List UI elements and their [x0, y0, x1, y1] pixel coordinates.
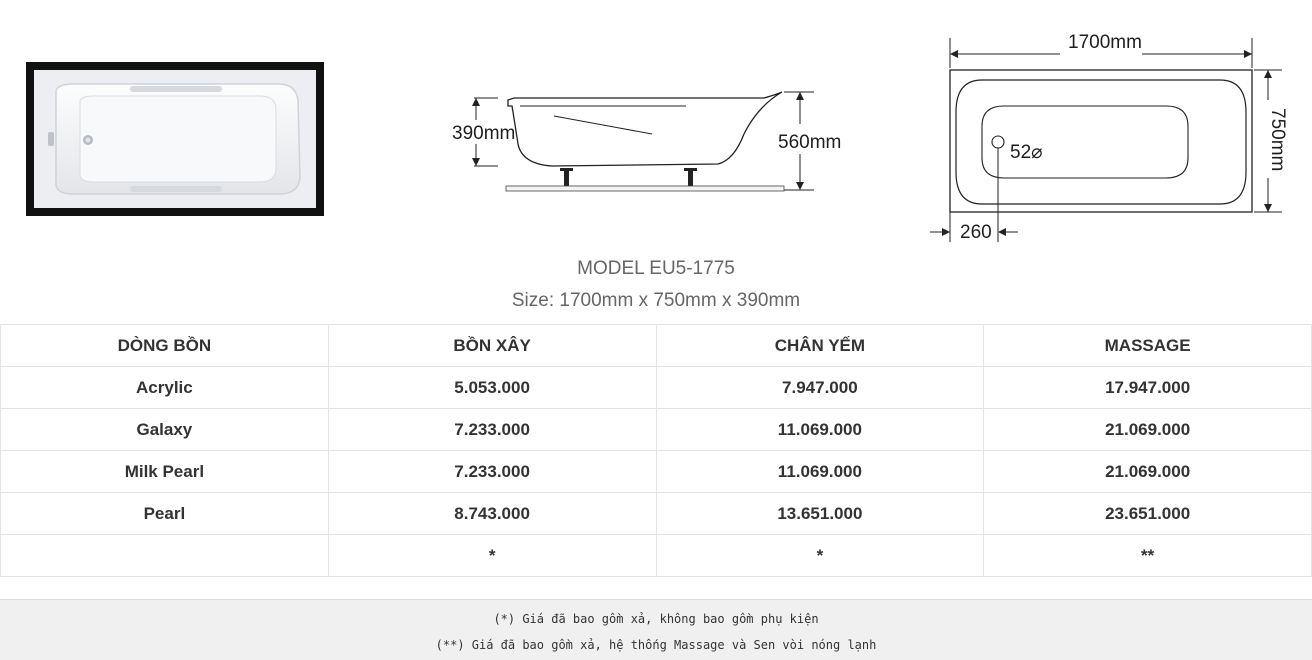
side-height-label: 390mm	[452, 123, 516, 144]
cell-price: 21.069.000	[984, 451, 1312, 493]
table-row	[1, 367, 1312, 409]
table-header-row	[1, 325, 1312, 367]
table-row	[1, 409, 1312, 451]
model-title: MODEL EU5-1775	[577, 258, 735, 279]
cell-price: 7.947.000	[656, 367, 984, 409]
cell-footnote-marker: **	[984, 535, 1312, 577]
note-single-star: (*) Giá đã bao gồm xả, không bao gồm phụ kiện	[493, 612, 819, 626]
table-row	[1, 493, 1312, 535]
side-total-height-label: 560mm	[778, 132, 842, 153]
price-table	[0, 324, 1312, 577]
cell-tub-line: Milk Pearl	[1, 451, 329, 493]
cell-price: 17.947.000	[984, 367, 1312, 409]
header-massage: MASSAGE	[984, 325, 1312, 367]
header-built-in: BỒN XÂY	[328, 325, 656, 367]
cell-price: 21.069.000	[984, 409, 1312, 451]
top-length-label: 1700mm	[1068, 32, 1142, 53]
cell-price: 7.233.000	[328, 451, 656, 493]
drain-offset-label: 260	[960, 222, 992, 243]
header-skirted: CHÂN YẾM	[656, 325, 984, 367]
top-width-label: 750mm	[1267, 108, 1288, 172]
cell-price: 7.233.000	[328, 409, 656, 451]
cell-tub-line: Galaxy	[1, 409, 329, 451]
cell-price: 8.743.000	[328, 493, 656, 535]
cell-price: 11.069.000	[656, 409, 984, 451]
bathtub-photo	[26, 62, 324, 216]
cell-tub-line: Pearl	[1, 493, 329, 535]
cell-footnote-marker: *	[656, 535, 984, 577]
cell-tub-line: Acrylic	[1, 367, 329, 409]
table-row-footnote-markers	[1, 535, 1312, 577]
cell-footnote-marker: *	[328, 535, 656, 577]
product-figures	[0, 0, 1312, 260]
cell-price: 11.069.000	[656, 451, 984, 493]
table-row	[1, 451, 1312, 493]
top-view-diagram	[920, 28, 1300, 248]
cell-price: 13.651.000	[656, 493, 984, 535]
cell-price: 23.651.000	[984, 493, 1312, 535]
side-view-diagram	[448, 84, 888, 200]
note-double-star: (**) Giá đã bao gồm xả, hệ thống Massage và Sen vòi nóng lạnh	[435, 638, 877, 652]
cell-empty	[1, 535, 329, 577]
cell-price: 5.053.000	[328, 367, 656, 409]
size-subtitle: Size: 1700mm x 750mm x 390mm	[511, 290, 801, 311]
price-notes	[0, 599, 1312, 660]
header-tub-line: DÒNG BỒN	[1, 325, 329, 367]
drain-size-label: 52⌀	[1010, 142, 1043, 163]
